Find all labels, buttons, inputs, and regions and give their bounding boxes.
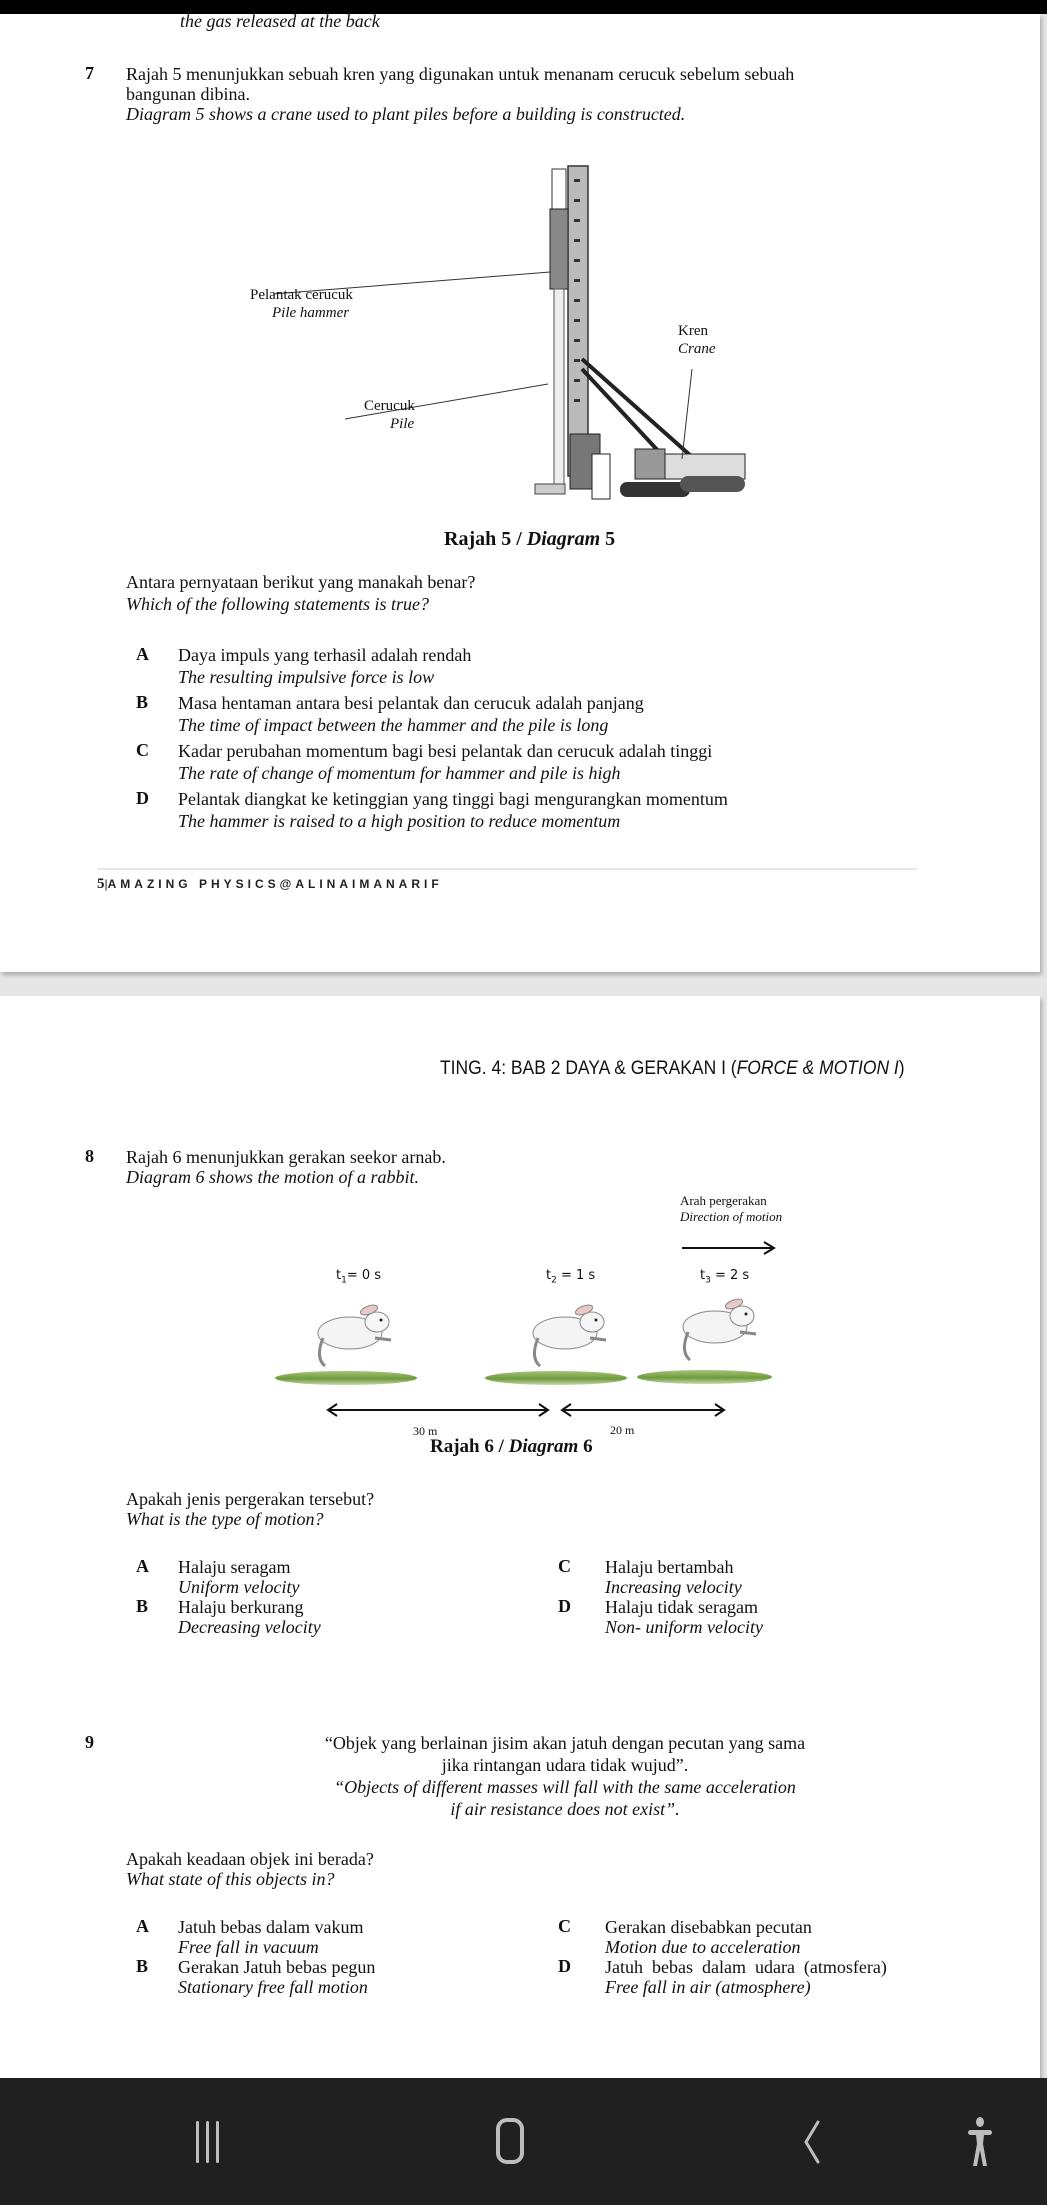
time-label-t3: $t_3 = 2$ s — [700, 1268, 750, 1286]
distance-label-30m: 30 m — [413, 1424, 438, 1438]
grass-patch — [637, 1370, 772, 1384]
option-letter: B — [136, 1596, 149, 1616]
question-7-stem-ms-line1: Rajah 5 menunjukkan sebuah kren yang digunakan untuk menanam cerucuk sebelum sebuah — [126, 64, 795, 84]
quote-ms-line1: “Objek yang berlainan jisim akan jatuh dengan pecutan yang sama — [324, 1733, 806, 1753]
distance-label-20m: 20 m — [610, 1423, 635, 1437]
question-9-prompt-ms: Apakah keadaan objek ini berada? — [126, 1849, 374, 1869]
direction-arrow-icon — [680, 1240, 780, 1256]
option-letter: A — [136, 1916, 149, 1936]
option-letter: A — [136, 644, 149, 664]
question-9-prompt-en: What state of this objects in? — [126, 1869, 335, 1889]
time-label-t2: $t_2 = 1$ s — [546, 1268, 596, 1286]
caption-en: Diagram — [508, 1436, 579, 1457]
caption-ms: Rajah 5 / — [444, 528, 527, 550]
page-footer: 5|AMAZING PHYSICS@ALINAIMANARIF — [97, 876, 443, 892]
rabbit-icon — [305, 1298, 395, 1370]
caption-ms: Rajah 6 / — [430, 1436, 509, 1457]
option-letter: C — [558, 1916, 571, 1936]
caption-num: 5 — [600, 528, 616, 550]
option-a-en[interactable]: The resulting impulsive force is low — [178, 667, 435, 687]
footer-divider — [97, 868, 917, 870]
question-7-number: 7 — [85, 63, 94, 83]
option-d-ms[interactable]: Halaju tidak seragam — [605, 1597, 758, 1617]
question-7-stem-ms-line2: bangunan dibina. — [126, 84, 250, 104]
label-crane-ms: Kren — [678, 323, 708, 339]
option-c-ms[interactable]: Halaju bertambah — [605, 1557, 734, 1577]
option-a-ms[interactable]: Jatuh bebas dalam vakum — [178, 1917, 364, 1937]
question-8-prompt-en: What is the type of motion? — [126, 1509, 324, 1529]
option-c-ms[interactable]: Gerakan disebabkan pecutan — [605, 1917, 812, 1937]
home-button[interactable] — [450, 2078, 570, 2205]
crane-illustration — [230, 164, 810, 504]
back-chevron-icon — [802, 2119, 822, 2165]
option-c-en[interactable]: Increasing velocity — [605, 1577, 742, 1597]
footer-text: AMAZING PHYSICS@ALINAIMANARIF — [107, 877, 443, 891]
rabbit-icon — [670, 1292, 760, 1364]
quote-ms-line2: jika rintangan udara tidak wujud”. — [441, 1755, 689, 1775]
question-7-prompt-ms: Antara pernyataan berikut yang manakah benar? — [126, 572, 476, 592]
option-d-ms[interactable]: Pelantak diangkat ke ketinggian yang tinggi bagi mengurangkan momentum — [178, 789, 728, 809]
question-8-prompt-ms: Apakah jenis pergerakan tersebut? — [126, 1489, 375, 1509]
status-bar — [0, 0, 1047, 14]
option-d-en[interactable]: Free fall in air (atmosphere) — [605, 1977, 811, 1997]
option-letter: B — [136, 692, 149, 712]
option-d-en[interactable]: The hammer is raised to a high position to reduce momentum — [178, 811, 621, 831]
option-b-en[interactable]: The time of impact between the hammer and the pile is long — [178, 715, 609, 735]
option-c-en[interactable]: The rate of change of momentum for hammer and pile is high — [178, 763, 621, 783]
option-letter: B — [136, 1956, 149, 1976]
chapter-header — [440, 1058, 905, 1080]
option-letter: C — [558, 1556, 571, 1576]
recent-apps-button[interactable] — [148, 2078, 268, 2205]
distance-arrows — [325, 1400, 735, 1420]
option-b-en[interactable]: Stationary free fall motion — [178, 1977, 368, 1997]
option-letter: D — [558, 1956, 571, 1976]
diagram-5-caption — [444, 528, 615, 551]
quote-en-line2: if air resistance does not exist”. — [450, 1799, 680, 1819]
option-b-ms[interactable]: Halaju berkurang — [178, 1597, 304, 1617]
option-a-en[interactable]: Free fall in vacuum — [178, 1937, 319, 1957]
time-label-t1: $t_1= 0$ s — [336, 1268, 382, 1286]
label-crane-en: Crane — [678, 341, 716, 357]
option-b-ms[interactable]: Masa hentaman antara besi pelantak dan cerucuk adalah panjang — [178, 693, 644, 713]
accessibility-button[interactable] — [920, 2078, 1040, 2205]
question-7-stem-en: Diagram 5 shows a crane used to plant piles before a building is constructed. — [126, 104, 686, 124]
grass-patch — [275, 1371, 417, 1385]
option-b-ms[interactable]: Gerakan Jatuh bebas pegun — [178, 1957, 376, 1977]
question-8-stem-ms: Rajah 6 menunjukkan gerakan seekor arnab. — [126, 1147, 446, 1167]
header-close: ) — [898, 1058, 905, 1079]
option-d-ms[interactable]: Jatuh bebas dalam udara (atmosfera) — [605, 1957, 887, 1977]
option-letter: A — [136, 1556, 149, 1576]
option-a-ms[interactable]: Halaju seragam — [178, 1557, 291, 1577]
quote-en-line1: “Objects of different masses will fall with the same acceleration — [334, 1777, 796, 1797]
label-pile-hammer-ms: Pelantak cerucuk — [250, 287, 353, 303]
caption-num: 6 — [578, 1436, 593, 1457]
diagram-6-rabbit-motion — [260, 1180, 830, 1470]
option-a-en[interactable]: Uniform velocity — [178, 1577, 300, 1597]
option-b-en[interactable]: Decreasing velocity — [178, 1617, 321, 1637]
question-7-prompt-en: Which of the following statements is true? — [126, 594, 429, 614]
option-c-ms[interactable]: Kadar perubahan momentum bagi besi pelantak dan cerucuk adalah tinggi — [178, 741, 713, 761]
question-8-number: 8 — [85, 1146, 94, 1166]
diagram-6-caption — [430, 1436, 593, 1458]
grass-patch — [485, 1371, 627, 1385]
document-page-5 — [0, 11, 1040, 972]
label-pile-en: Pile — [390, 416, 415, 432]
label-pile-ms: Cerucuk — [364, 398, 415, 414]
home-icon — [495, 2117, 525, 2167]
navigation-bar — [0, 2078, 1047, 2205]
question-8-stem-en: Diagram 6 shows the motion of a rabbit. — [126, 1167, 420, 1187]
accessibility-icon — [967, 2116, 993, 2168]
back-button[interactable] — [752, 2078, 872, 2205]
label-pile-hammer-en: Pile hammer — [272, 305, 350, 321]
rabbit-icon — [520, 1298, 610, 1370]
option-d-en[interactable]: Non- uniform velocity — [605, 1617, 763, 1637]
option-a-ms[interactable]: Daya impuls yang terhasil adalah rendah — [178, 645, 472, 665]
document-page-6 — [0, 996, 1040, 2078]
diagram-5-crane — [230, 164, 810, 554]
caption-en: Diagram — [526, 528, 601, 550]
question-9-number: 9 — [85, 1732, 94, 1752]
direction-label-ms: Arah pergerakan — [680, 1193, 767, 1208]
recent-apps-icon — [190, 2119, 226, 2165]
header-italic: FORCE & MOTION I — [736, 1058, 899, 1079]
option-letter: D — [558, 1596, 571, 1616]
direction-label-en: Direction of motion — [680, 1209, 783, 1224]
previous-question-tail: the gas released at the back — [180, 11, 380, 31]
option-c-en[interactable]: Motion due to acceleration — [605, 1937, 801, 1957]
page-number: 5 — [97, 876, 105, 892]
option-letter: D — [136, 788, 149, 808]
option-letter: C — [136, 740, 149, 760]
header-main: TING. 4: BAB 2 DAYA & GERAKAN I ( — [440, 1058, 737, 1079]
